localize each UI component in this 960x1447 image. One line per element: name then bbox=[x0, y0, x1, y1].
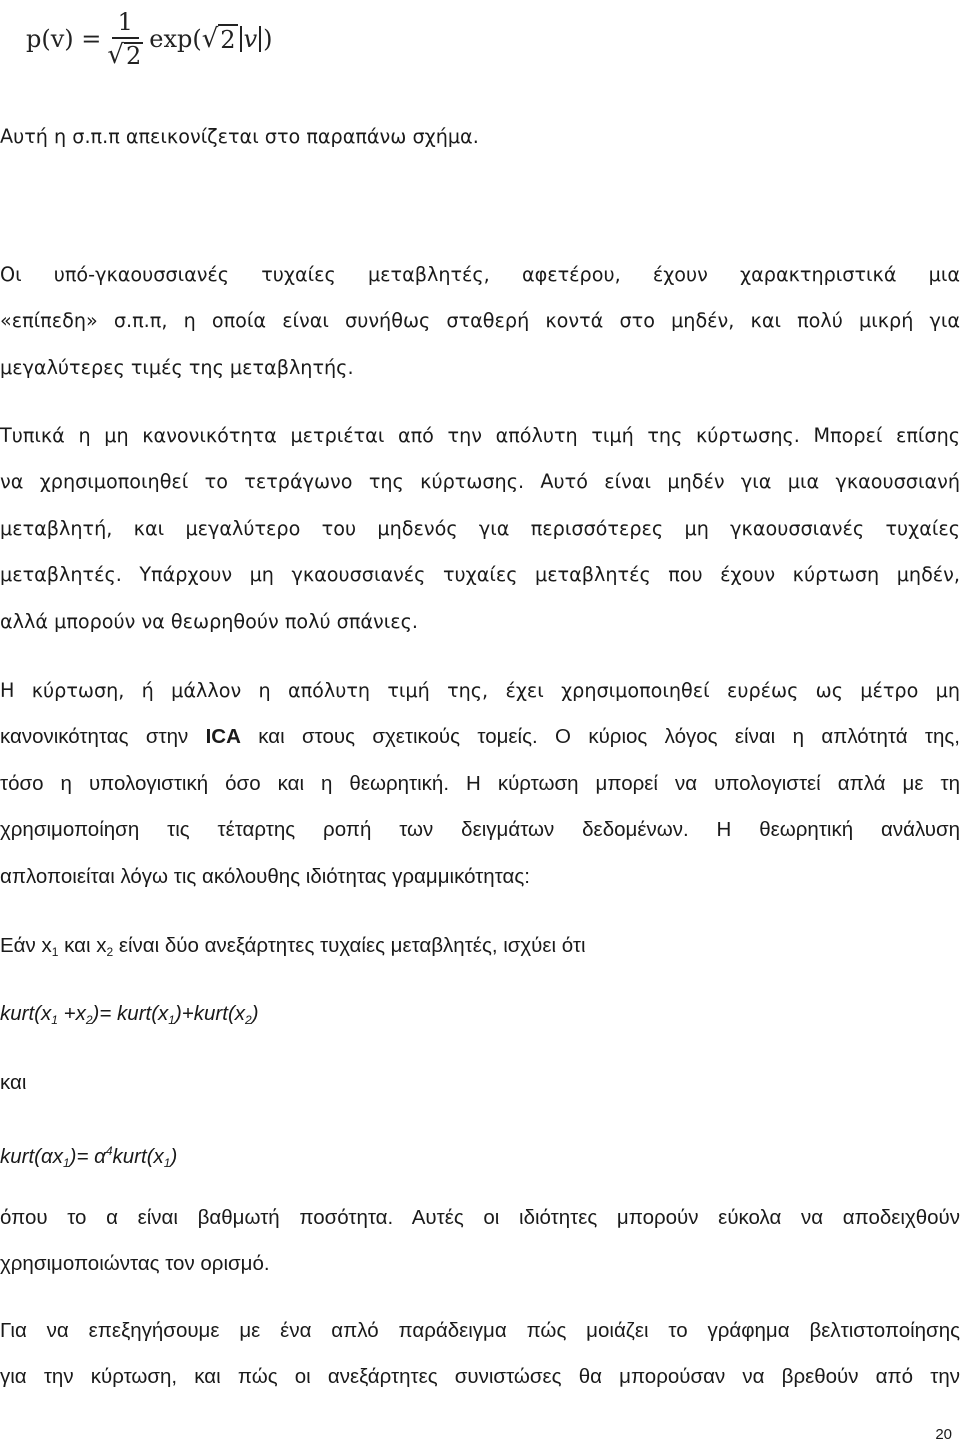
formula-sqrt: √ 2 bbox=[201, 24, 236, 54]
paragraph-4-line-1: Η κύρτωση, ή μάλλον η απόλυτη τιμή της, έχει χρησιμοποιηθεί ευρέως ως μέτρο μη bbox=[0, 679, 960, 702]
paragraph-1: Αυτή η σ.π.π απεικονίζεται στο παραπάνω σχήμα. bbox=[0, 125, 479, 148]
paragraph-2-line-1: Οι υπό-γκαουσσιανές τυχαίες μεταβλητές, αφετέρου, έχουν χαρακτηριστικά μια bbox=[0, 263, 960, 286]
paragraph-3-line-5: αλλά μπορούν να θεωρηθούν πολύ σπάνιες. bbox=[0, 610, 418, 633]
paragraph-4-line-3: τόσο η υπολογιστική όσο και η θεωρητική. Η κύρτωση μπορεί να υπολογιστεί απλά με τη bbox=[0, 772, 960, 795]
formula-exp: exp( bbox=[149, 25, 202, 53]
paragraph-5: Εάν $x_1$ και $x_2$ είναι δύο ανεξάρτητες τυχαίες μεταβλητές, ισχύει ότι bbox=[0, 934, 586, 959]
paragraph-2-line-2: «επίπεδη» σ.π.π, η οποία είναι συνήθως σταθερή κοντά στο μηδέν, και πολύ μικρή για bbox=[0, 309, 960, 332]
paragraph-3-line-1: Τυπικά η μη κανονικότητα μετριέται από την απόλυτη τιμή της κύρτωσης. Μπορεί επίσης bbox=[0, 424, 960, 447]
sqrt-sign-icon: √ bbox=[107, 40, 124, 70]
laplace-pdf-formula bbox=[26, 4, 273, 74]
paragraph-3-line-4: μεταβλητές. Υπάρχουν μη γκαουσσιανές τυχαίες μεταβλητές που έχουν κύρτωση μηδέν, bbox=[0, 563, 960, 586]
formula-denominator: √ 2 bbox=[107, 40, 142, 70]
abs-bar-right bbox=[259, 26, 261, 52]
ica-term: ICA bbox=[205, 725, 241, 748]
page-number: 20 bbox=[935, 1426, 952, 1443]
paragraph-3-line-3: μεταβλητή, και μεγαλύτερο του μηδενός για περισσότερες μη γκαουσσιανές τυχαίες bbox=[0, 517, 960, 540]
sqrt-sign-icon: √ bbox=[201, 24, 219, 54]
formula-numerator: 1 bbox=[112, 10, 139, 39]
paragraph-4-line-2: κανονικότητας στην ICA και στους σχετικούς τομείς. Ο κύριος λόγος είναι η απλότητά της, bbox=[0, 725, 960, 748]
paragraph-6-line-2: χρησιμοποιώντας τον ορισμό. bbox=[0, 1252, 270, 1275]
paragraph-7-line-1: Για να επεξηγήσουμε με ένα απλό παράδειγμα πώς μοιάζει το γράφημα βελτιστοποίησης bbox=[0, 1319, 960, 1342]
equation-kurt-sum: $kurt(x_1 +x_2)=$ $kurt(x_1)+kurt(x_2)$ bbox=[0, 1002, 259, 1027]
and-word: και bbox=[0, 1071, 27, 1094]
paragraph-6-line-1: όπου το α είναι βαθμωτή ποσότητα. Αυτές οι ιδιότητες μπορούν εύκολα να αποδειχθούν bbox=[0, 1206, 960, 1229]
paragraph-4-line-4: χρησιμοποίηση τις τέταρτης ροπή των δειγμάτων δεδομένων. Η θεωρητική ανάλυση bbox=[0, 818, 960, 841]
paragraph-3-line-2: να χρησιμοποιηθεί το τετράγωνο της κύρτωσης. Αυτό είναι μηδέν για μια γκαουσσιανή bbox=[0, 470, 960, 493]
abs-bar-left bbox=[240, 26, 242, 52]
formula-fraction bbox=[107, 10, 143, 68]
paragraph-4-line-5: απλοποιείται λόγω τις ακόλουθης ιδιότητας γραμμικότητας: bbox=[0, 865, 530, 888]
equation-kurt-scale: $kurt(\alpha x_1)=$ $\alpha^4kurt(x_1)$ bbox=[0, 1144, 178, 1170]
formula-close: ) bbox=[263, 25, 273, 53]
paragraph-2-line-3: μεγαλύτερες τιμές της μεταβλητής. bbox=[0, 356, 354, 379]
formula-lhs: p(v) = bbox=[26, 25, 102, 53]
formula-var: v bbox=[243, 25, 258, 53]
paragraph-7-line-2: για την κύρτωση, και πώς οι ανεξάρτητες συνιστώσες θα μπορούσαν να βρεθούν από την bbox=[0, 1365, 960, 1388]
